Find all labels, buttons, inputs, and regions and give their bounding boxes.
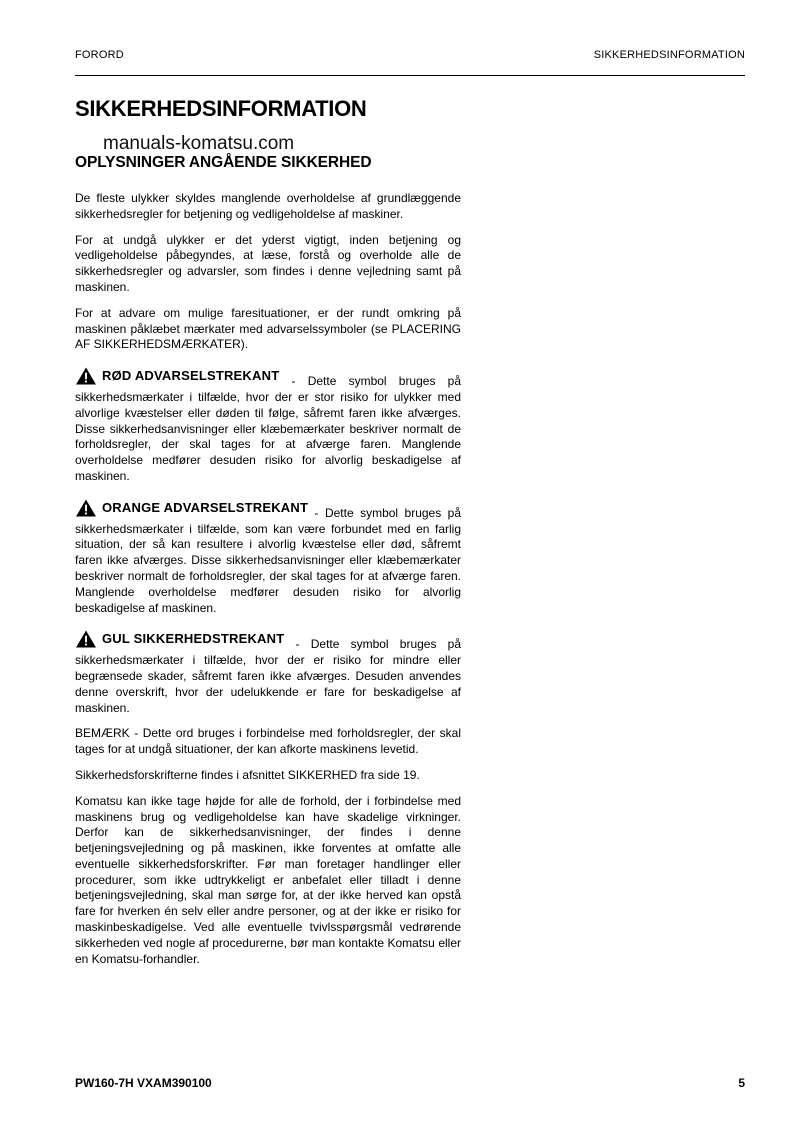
warning-orange-heading bbox=[75, 499, 308, 517]
warning-red-text: - Dette symbol bruges på sikkerhedsmærkater i tilfælde, hvor der er stor risiko for ulykker med alvorlige kvæstelser eller døden til følge, såfremt faren ikke afværges. Disse sikkerhedsanvisninger eller klæbemærkater beskriver normalt de forholdsregler, der skal tages for at afværge faren. Manglende overholdelse medfører desuden risiko for alvorlig beskadigelse af maskinen. bbox=[75, 374, 461, 483]
warning-red-title: RØD ADVARSELSTREKANT bbox=[102, 368, 280, 384]
body-text bbox=[75, 191, 461, 977]
warning-triangle-icon bbox=[75, 367, 97, 385]
warning-orange bbox=[75, 499, 461, 617]
section-subtitle: OPLYSNINGER ANGÅENDE SIKKERHED bbox=[75, 154, 372, 171]
header-section-label: FORORD bbox=[75, 49, 124, 61]
watermark-text: manuals-komatsu.com bbox=[103, 133, 295, 154]
paragraph-note: BEMÆRK - Dette ord bruges i forbindelse med forholdsregler, der skal tages for at undgå situationer, der kan afkorte maskinens levetid. bbox=[75, 726, 461, 757]
header-divider bbox=[75, 75, 745, 76]
paragraph-safety-reference: Sikkerhedsforskrifterne findes i afsnittet SIKKERHED fra side 19. bbox=[75, 767, 420, 782]
warning-orange-title: ORANGE ADVARSELSTREKANT bbox=[102, 499, 309, 515]
warning-yellow-title: GUL SIKKERHEDSTREKANT bbox=[102, 631, 285, 647]
warning-red-heading bbox=[75, 367, 279, 385]
paragraph-avoid-accidents: For at undgå ulykker er det yderst vigtigt, inden betjening og vedligeholdelse påbegyndes, at læse, forstå og overholde alle de sikkerhedsregler og advarsler, som findes i denne vejledning samt på maskinen. bbox=[75, 232, 461, 294]
warning-yellow-text: - Dette symbol bruges på sikkerhedsmærkater i tilfælde, hvor der er risiko for mindre eller begrænsede skader, såfremt faren ikke afværges. Desuden anvendes denne overskrift, hvor der udelukkende er fare for beskadigelse af maskinen. bbox=[75, 637, 461, 715]
header-chapter-label: SIKKERHEDSINFORMATION bbox=[593, 49, 745, 61]
paragraph-disclaimer: Komatsu kan ikke tage højde for alle de forhold, der i forbindelse med maskinens brug og vedligeholdelse kan have skadelige virkninger. Derfor kan de sikkerhedsanvisninger, der findes i denne betjeningsvejledning og på maskinen, ikke forventes at omfatte alle eventuelle sikkerhedsforskrifter. Før man foretager handlinger eller procedurer, som ikke udtrykkeligt er anbefalet eller tilladt i denne betjeningsvejledning, skal man sørge for, at der ikke herved kan opstå fare for hverken én selv eller andre personer, og at der ikke er risiko for maskinbeskadigelse. Ved alle eventuelle tvivlsspørgsmål vedrørende sikkerheden ved nogle af procedurerne, bør man kontakte Komatsu eller en Komatsu-forhandler. bbox=[75, 793, 461, 966]
footer-model-code: PW160-7H VXAM390100 bbox=[75, 1076, 212, 1090]
warning-red bbox=[75, 367, 461, 485]
page-title: SIKKERHEDSINFORMATION bbox=[75, 96, 367, 121]
paragraph-intro: De fleste ulykker skyldes manglende overholdelse af grundlæggende sikkerhedsregler for betjening og vedligeholdelse af maskiner. bbox=[75, 191, 461, 221]
warning-yellow-heading bbox=[75, 630, 284, 648]
warning-yellow bbox=[75, 630, 461, 716]
page-number: 5 bbox=[738, 1076, 745, 1090]
warning-triangle-icon bbox=[75, 499, 97, 517]
paragraph-warning-labels: For at advare om mulige faresituationer, er der rundt omkring på maskinen påklæbet mærkater med advarselssymboler (se PLACERING AF SIKKERHEDSMÆRKATER). bbox=[75, 305, 461, 352]
warning-orange-text: - Dette symbol bruges på sikkerhedsmærkater i tilfælde, som kan være forbundet med en farlig situation, der så kan resultere i alvorlig kvæstelse eller død, såfremt faren ikke afværges. Disse sikkerhedsanvisninger eller klæbemærkater beskriver normalt de forholdsregler, der skal tages for at afværge faren. Manglende overholdelse medfører desuden risiko for alvorlig beskadigelse af maskinen. bbox=[75, 505, 461, 615]
warning-triangle-icon bbox=[75, 630, 97, 648]
